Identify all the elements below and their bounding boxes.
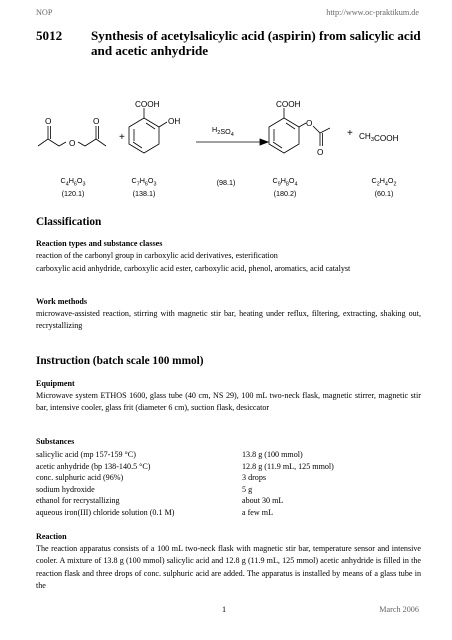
substance-amount: about 30 mL — [242, 496, 284, 506]
page-number: 1 — [222, 605, 227, 614]
molar-mass: (60.1) — [374, 189, 394, 199]
substance-amount: a few mL — [242, 507, 274, 517]
formula: $C_2H_4O_2$ — [371, 176, 397, 188]
acetic-anhydride-structure — [38, 117, 106, 148]
reaction-scheme — [36, 96, 421, 206]
plus-sign-2: + — [347, 128, 353, 139]
formula: $C_4H_6O_3$ — [60, 176, 86, 188]
substance-classes-text: carboxylic acid anhydride, carboxylic acid ester, carboxylic acid, phenol, aromatics, acid catalyst — [36, 264, 351, 273]
substance-row — [36, 449, 421, 461]
substance-row — [36, 461, 421, 473]
molar-mass: (120.1) — [61, 189, 85, 199]
plus-sign-1: + — [119, 132, 125, 143]
catalyst-label: $H_2SO_4$ — [212, 125, 234, 138]
substances-heading: Substances — [36, 437, 75, 446]
substance-row — [36, 484, 421, 496]
substance-row — [36, 472, 421, 484]
substance-amount: 12.8 g (11.9 mL, 125 mmol) — [242, 461, 334, 471]
reaction-text: The reaction apparatus consists of a 100 mL two-neck flask with magnetic stir bar, temperature sensor and intensive cooler. A mixture of 13.8 g (100 mmol) salicylic acid and 12.8 g (11.9 mL, 125 mmol) acetic anhydride is filled in the reaction flask and three drops of conc. sulphuric acid are added. The apparatus is installed by means of a glass tube in the — [36, 544, 421, 590]
substance-name: sodium hydroxide — [36, 484, 95, 494]
salicylic-oh-label: OH — [168, 117, 181, 126]
compound-label-salicylic — [114, 176, 174, 198]
anhydride-carbonyl-o-2: O — [93, 117, 100, 126]
classification-heading: Classification — [36, 216, 102, 228]
reaction-arrow — [196, 125, 268, 145]
aspirin-carbonyl-o-label: O — [317, 148, 324, 157]
acetic-acid-label: $CH_3COOH$ — [359, 132, 399, 143]
substance-amount: 5 g — [242, 484, 253, 494]
compound-label-acetic-acid — [354, 176, 414, 198]
molar-mass: (98.1) — [216, 178, 236, 187]
substance-name: salicylic acid (mp 157-159 °C) — [36, 450, 136, 459]
substance-row — [36, 495, 421, 507]
substance-name: ethanol for recrystallizing — [36, 496, 120, 506]
compound-label-anhydride — [43, 176, 103, 198]
substance-amount: 13.8 g (100 mmol) — [242, 450, 303, 459]
footer-date: March 2006 — [379, 605, 419, 614]
header-url: http://www.oc-praktikum.de — [326, 8, 419, 17]
anhydride-carbonyl-o-1: O — [45, 117, 52, 126]
reaction-scheme-drawing — [36, 96, 421, 176]
aspirin-ester-o-label: O — [306, 119, 313, 128]
substances-table — [36, 449, 421, 519]
salicylic-cooh-label: COOH — [135, 100, 160, 109]
compound-label-catalyst — [196, 176, 256, 187]
equipment-heading: Equipment — [36, 379, 75, 388]
substance-name: aqueous iron(III) chloride solution (0.1 M) — [36, 507, 175, 517]
equipment-text: Microwave system ETHOS 1600, glass tube (40 cm, NS 29), 100 mL two-neck flask, magnetic stirrer, magnetic stir bar, intensive cooler, glass frit (diameter 6 cm), suction flask, desiccator — [36, 391, 421, 413]
reaction-types-heading: Reaction types and substance classes — [36, 239, 163, 248]
formula: $C_7H_6O_3$ — [131, 176, 157, 188]
reaction-heading: Reaction — [36, 532, 67, 541]
page-title — [36, 28, 421, 58]
aspirin-structure — [269, 100, 330, 157]
header-left: NOP — [36, 8, 53, 17]
substance-amount: 3 drops — [242, 473, 267, 483]
anhydride-bridge-o: O — [69, 139, 76, 148]
molar-mass: (138.1) — [132, 189, 156, 199]
compound-label-aspirin — [255, 176, 315, 198]
salicylic-acid-structure — [129, 100, 180, 153]
work-methods-text: microwave-assisted reaction, stirring with magnetic stir bar, heating under reflux, filtering, extracting, shaking out, recrystallizing — [36, 309, 421, 331]
aspirin-cooh-label: COOH — [276, 100, 301, 109]
formula: $C_9H_8O_4$ — [272, 176, 298, 188]
molar-mass: (180.2) — [273, 189, 297, 199]
title-text: Synthesis of acetylsalicylic acid (aspirin) from salicylic acid and acetic anhydride — [91, 28, 421, 58]
reaction-types-text: reaction of the carbonyl group in carboxylic acid derivatives, esterification — [36, 251, 278, 260]
work-methods-heading: Work methods — [36, 297, 88, 306]
substance-row — [36, 507, 421, 519]
title-number: 5012 — [36, 28, 63, 43]
substance-name: acetic anhydride (bp 138-140.5 °C) — [36, 461, 151, 471]
instruction-heading: Instruction (batch scale 100 mmol) — [36, 355, 204, 367]
substance-name: conc. sulphuric acid (96%) — [36, 473, 124, 483]
